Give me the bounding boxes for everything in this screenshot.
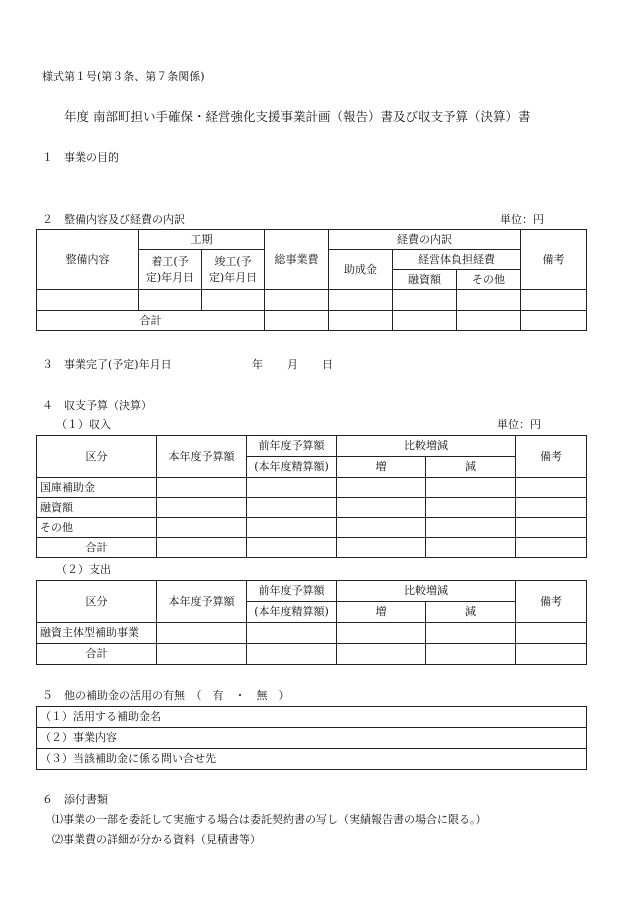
income-table: [36, 435, 587, 558]
completion-day: 日: [322, 358, 333, 371]
total-row: [37, 538, 587, 558]
cost-breakdown-table: [36, 229, 587, 331]
income-heading: （１）収入: [56, 418, 111, 431]
col-content-header: 整備内容: [37, 230, 139, 290]
attachment-item-2: ⑵事業費の詳細が分かる資料（見積書等）: [52, 833, 261, 846]
col-burden-header: 経営体負担経費: [393, 250, 521, 270]
expense-col-compare: 比較増減: [337, 581, 516, 602]
col-breakdown-header: 経費の内訳: [329, 230, 521, 250]
income-col-dec: 減: [426, 457, 516, 478]
total-row: [37, 644, 587, 665]
other-subsidy-table: [36, 706, 587, 770]
col-start-header: [139, 250, 202, 290]
table-row: [37, 728, 587, 749]
col-end-line-2: 定)年月日: [208, 270, 258, 284]
col-end-line-1: 竣工(予: [214, 254, 252, 268]
completion-month: 月: [287, 358, 298, 371]
completion-year: 年: [252, 358, 263, 371]
income-col-current: 本年度予算額: [157, 436, 247, 478]
income-col-compare: 比較増減: [337, 436, 516, 457]
income-col-remarks: 備考: [516, 436, 587, 478]
section-2-heading: ２ 整備内容及び経費の内訳: [42, 213, 185, 226]
subsidy-name-label: （１）活用する補助金名: [37, 707, 587, 728]
subsidy-content-label: （２）事業内容: [37, 728, 587, 749]
section-4-unit: 単位：円: [497, 418, 541, 431]
col-other-header: その他: [457, 270, 521, 290]
table-row: [37, 749, 587, 770]
income-col-category: 区分: [37, 436, 157, 478]
income-row-label: 国庫補助金: [37, 478, 157, 498]
col-total-header: 総事業費: [265, 230, 329, 290]
income-row-label: 融資額: [37, 498, 157, 518]
expense-col-inc: 増: [337, 602, 426, 623]
col-start-line-2: 定)年月日: [145, 270, 195, 284]
expense-col-dec: 減: [426, 602, 516, 623]
subsidy-contact-label: （３）当該補助金に係る問い合せ先: [37, 749, 587, 770]
expense-total-label: 合計: [37, 644, 157, 665]
attachment-item-1: ⑴事業の一部を委託して実施する場合は委託契約書の写し（実績報告書の場合に限る。）: [52, 813, 487, 826]
form-number: 様式第１号(第３条、第７条関係): [42, 70, 205, 83]
table-row: [37, 290, 587, 311]
table-row: [37, 478, 587, 498]
col-loan-header: 融資額: [393, 270, 457, 290]
expense-table: [36, 580, 587, 665]
total-label: 合計: [37, 311, 265, 331]
section-6-heading: ６ 添付書類: [42, 793, 108, 806]
expense-col-prev-2: (本年度精算額): [247, 602, 337, 623]
section-3-heading: ３ 事業完了(予定)年月日: [42, 358, 172, 371]
col-period-header: 工期: [139, 230, 265, 250]
col-remarks-header: 備考: [521, 230, 587, 290]
table-row: [37, 518, 587, 538]
table-row: [37, 498, 587, 518]
document-title: 年度 南部町担い手確保・経営強化支援事業計画（報告）書及び収支予算（決算）書: [64, 109, 531, 124]
section-2-unit: 単位：円: [500, 213, 544, 226]
expense-heading: （２）支出: [56, 563, 111, 576]
income-col-prev-1: 前年度予算額: [247, 436, 337, 457]
expense-row-label: 融資主体型補助事業: [37, 623, 157, 644]
expense-col-current: 本年度予算額: [157, 581, 247, 623]
section-4-heading: ４ 収支予算（決算）: [42, 399, 152, 412]
expense-col-category: 区分: [37, 581, 157, 623]
total-row: [37, 311, 587, 331]
expense-col-remarks: 備考: [516, 581, 587, 623]
income-row-label: その他: [37, 518, 157, 538]
section-5-heading: ５ 他の補助金の活用の有無 （ 有 ・ 無 ）: [42, 689, 290, 702]
table-row: [37, 707, 587, 728]
income-col-inc: 増: [337, 457, 426, 478]
col-end-header: [202, 250, 265, 290]
section-1-heading: １ 事業の目的: [42, 151, 119, 164]
expense-col-prev-1: 前年度予算額: [247, 581, 337, 602]
col-subsidy-header: 助成金: [329, 250, 393, 290]
col-start-line-1: 着工(予: [151, 254, 189, 268]
table-row: [37, 623, 587, 644]
income-col-prev-2: (本年度精算額): [247, 457, 337, 478]
income-total-label: 合計: [37, 538, 157, 558]
